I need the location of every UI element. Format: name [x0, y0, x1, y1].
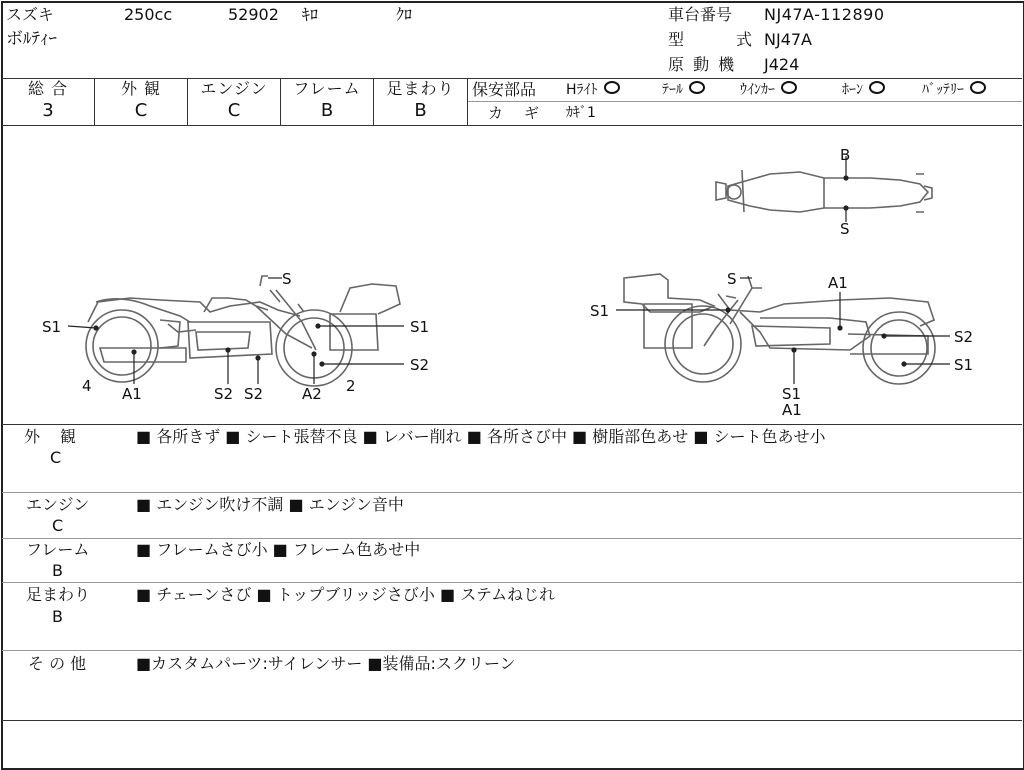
key-value: ｶｷﾞ1: [566, 105, 596, 121]
remark-grade: C: [52, 516, 64, 535]
remark-category: そ の 他: [28, 654, 87, 673]
engine-grade-label: エンジン: [200, 79, 268, 98]
damage-labels-top: [840, 146, 850, 238]
damage-labels-right: [590, 270, 973, 419]
displacement: 250cc: [124, 5, 173, 24]
safety-item-battery: ﾊﾞｯﾃﾘｰ: [922, 81, 986, 99]
wheel-number: 4: [82, 377, 92, 395]
remark-text: ■カスタムパーツ:サイレンサー ■装備品:スクリーン: [136, 654, 516, 673]
remarks-rule: [2, 492, 1022, 493]
damage-label: S1: [410, 318, 430, 336]
maker-name: スズキ: [6, 5, 55, 24]
type-label-2: 式: [736, 30, 753, 49]
chassis-value: NJ47A-112890: [764, 5, 885, 24]
damage-label: S1: [590, 302, 610, 320]
exterior-grade-label: 外 観: [120, 79, 162, 98]
damage-label: S1: [42, 318, 62, 336]
remarks-rule: [2, 538, 1022, 539]
remark-category: フレーム: [26, 540, 90, 559]
damage-label: S2: [954, 328, 974, 346]
remark-text: ■ フレームさび小 ■ フレーム色あせ中: [136, 540, 421, 559]
wheel-number: 2: [346, 377, 356, 395]
model-name: ボﾙﾃｨｰ: [6, 29, 57, 49]
ok-circle-icon: [781, 81, 797, 94]
exterior-grade-value: C: [134, 100, 148, 121]
bike-right-side-outline: [624, 274, 935, 384]
frame-grade-value: B: [320, 100, 334, 121]
damage-labels-left: [42, 270, 429, 403]
key-label: カ ギ: [488, 104, 543, 122]
remarks-bottom-rule: [2, 720, 1022, 721]
damage-label: S2: [244, 385, 264, 403]
mileage: 52902: [228, 5, 279, 24]
remarks-rule: [2, 650, 1022, 651]
safety-parts-label: 保安部品: [472, 80, 537, 99]
ok-circle-icon: [604, 81, 620, 94]
safety-item-headlight: Hﾗｲﾄ: [566, 81, 620, 99]
overall-grade-label: 総 合: [27, 79, 69, 98]
bike-top-view-outline: [716, 170, 932, 212]
ok-circle-icon: [970, 81, 986, 94]
damage-label: S: [727, 270, 737, 288]
damage-label: S2: [214, 385, 234, 403]
remarks-rule: [2, 582, 1022, 583]
engine-label: 原 動 機: [668, 55, 737, 74]
remark-text: ■ チェーンさび ■ トップブリッジさび小 ■ ステムねじれ: [136, 585, 556, 604]
damage-label: S: [840, 220, 850, 238]
engine-grade-value: C: [227, 100, 241, 121]
type-label-1: 型: [668, 30, 685, 49]
remark-category: エンジン: [26, 495, 90, 514]
engine-value: J424: [764, 55, 800, 74]
damage-label: S2: [410, 356, 430, 374]
grade-divider: [467, 78, 468, 125]
color: ｸﾛ: [396, 5, 413, 24]
damage-label: S1: [782, 385, 802, 403]
overall-grade-value: 3: [42, 100, 54, 121]
safety-mid-rule: [468, 101, 1022, 102]
damage-label: S: [282, 270, 292, 288]
remark-text: ■ エンジン吹け不調 ■ エンジン音中: [136, 495, 404, 514]
damage-label: A1: [122, 385, 142, 403]
damage-label: S1: [954, 356, 974, 374]
damage-diagram: [0, 126, 1024, 424]
remark-grade: C: [50, 448, 62, 467]
safety-item-horn: ﾎｰﾝ: [842, 81, 885, 99]
damage-label: A1: [828, 274, 848, 292]
mileage-unit: ｷﾛ: [302, 5, 319, 24]
suspension-grade-label: 足まわり: [386, 79, 455, 98]
remark-grade: B: [52, 561, 63, 580]
safety-item-winker: ｳｲﾝｶｰ: [740, 81, 797, 99]
damage-label: A1: [782, 401, 802, 419]
suspension-grade-value: B: [414, 100, 427, 121]
remarks-top-rule: [2, 424, 1022, 425]
remark-grade: B: [52, 607, 63, 626]
safety-item-tail: ﾃｰﾙ: [662, 81, 705, 99]
damage-label: A2: [302, 385, 322, 403]
damage-label: B: [840, 146, 851, 164]
type-value: NJ47A: [764, 30, 812, 49]
remark-text: ■ 各所きず ■ シート張替不良 ■ レバー削れ ■ 各所さび中 ■ 樹脂部色あせ ■ シート色あせ小: [136, 427, 826, 446]
ok-circle-icon: [689, 81, 705, 94]
bike-left-side-outline: [86, 276, 400, 386]
ok-circle-icon: [869, 81, 885, 94]
frame-grade-label: フレーム: [293, 79, 361, 98]
remark-category: 外 観: [24, 427, 79, 446]
remark-category: 足まわり: [26, 585, 91, 604]
chassis-label: 車台番号: [668, 5, 733, 24]
